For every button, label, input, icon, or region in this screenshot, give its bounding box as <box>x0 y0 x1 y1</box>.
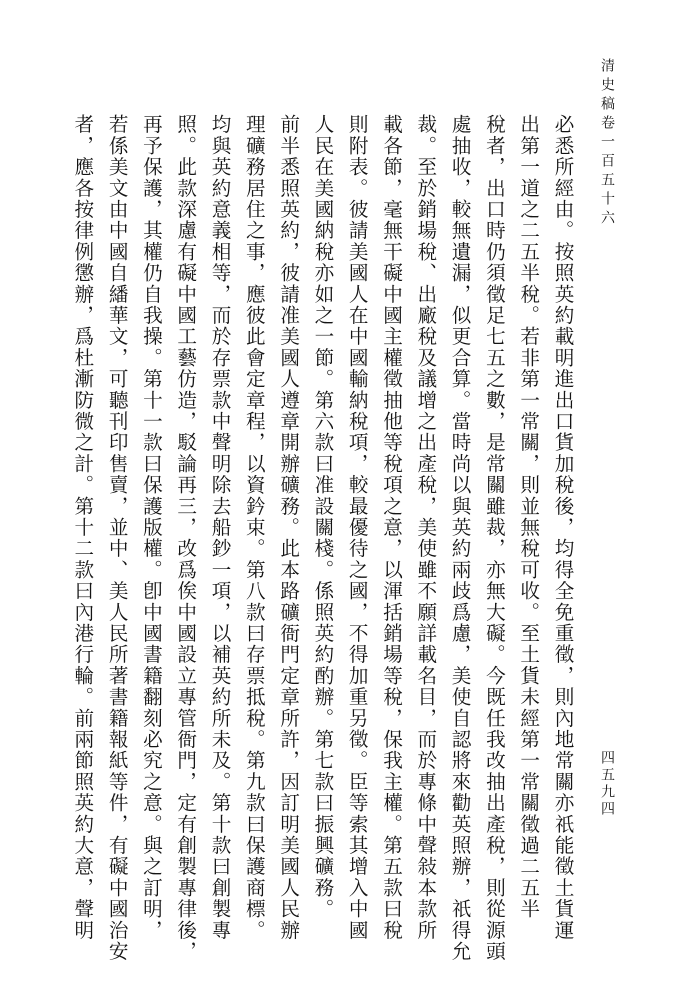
text-column: 則附表。彼請美國人在中國輸納稅項，較最優待之國，不得加重另徵。臣等索其增入中國 <box>345 114 369 941</box>
book-header: 清史稿卷一百五十六 <box>599 58 615 229</box>
text-column: 照。此款深慮有礙中國工藝仿造，駁論再三，改爲俟中國設立專管衙門，定有創製專律後， <box>173 114 197 962</box>
text-column: 若係美文由中國自繙華文，可聽刊印售賣，並中、美人民所著書籍報紙等件，有礙中國治安 <box>105 114 129 962</box>
text-column: 載各節，毫無干礙中國主權徵抽他等稅項之意，以渾括銷場等稅，保我主權。第五款曰稅 <box>379 114 403 941</box>
text-column: 均與英約意義相等，而於存票款中聲明除去船鈔一項，以補英約所未及。第十款曰創製專 <box>208 114 232 941</box>
text-column: 人民在美國納稅亦如之一節。第六款曰准設關棧。係照英約酌辦。第七款曰振興礦務。 <box>310 114 334 920</box>
body-text <box>70 114 579 962</box>
text-column: 再予保護，其權仍自我操。第十一款曰保護版權。卽中國書籍翻刻必究之意。與之訂明， <box>139 114 163 941</box>
text-column: 處抽收，較無遺漏，似更合算。當時尚以與英約兩歧爲慮，美使自認將來勸英照辦，祇得允 <box>448 114 472 962</box>
text-column: 前半悉照英約，彼請准美國人遵章開辦礦務。此本路礦衙門定章所許，因訂明美國人民辦 <box>276 114 300 941</box>
text-column: 必悉所經由。按照英約載明進出口貨加稅後，均得全免重徵，則內地常關亦祇能徵土貨運 <box>551 114 574 941</box>
text-column: 稅者，出口時仍須徵足七五之數，是常關雖裁，亦無大礙。今既任我改抽出產稅，則從源頭 <box>482 114 506 962</box>
text-column: 理礦務居住之事，應彼此會定章程，以資鈐束。第八款曰存票抵稅。第九款曰保護商標。 <box>242 114 266 941</box>
text-column: 裁。至於銷場稅、出廠稅及議增之出產稅，美使雖不願詳載名目，而於專條中聲敍本款所 <box>413 114 437 941</box>
text-column: 出第一道之二五半稅。若非第一常關，則並無稅可收。至土貨未經第一常關徵過二五半 <box>516 114 540 920</box>
page-number: 四五九四 <box>599 750 615 818</box>
text-column: 者，應各按律例懲辦，爲杜漸防微之計。第十二款曰內港行輪。前兩節照英約大意，聲明 <box>70 114 94 941</box>
